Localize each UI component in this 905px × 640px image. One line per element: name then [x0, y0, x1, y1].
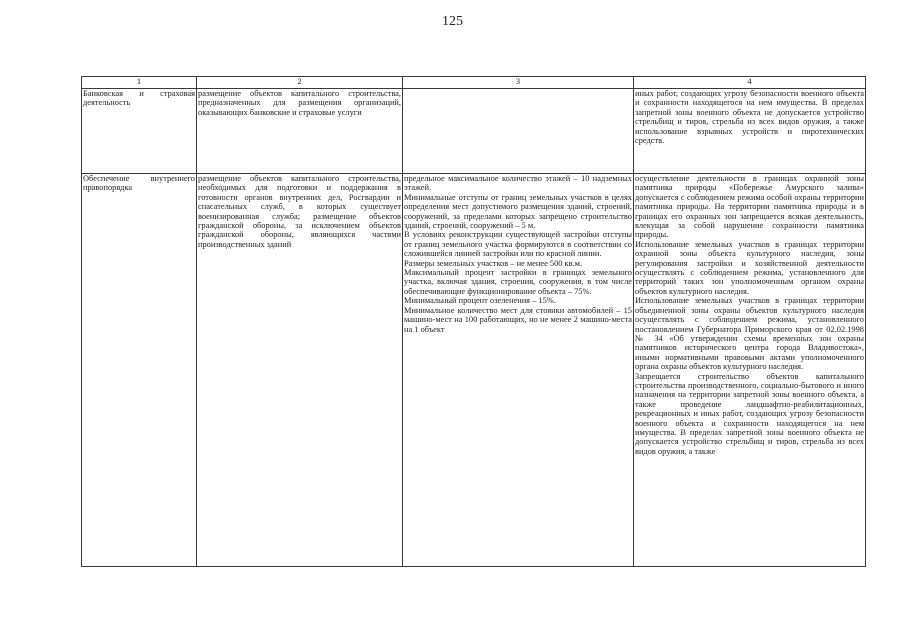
restrictions-paragraph: Использование земельных участков в границах территории охранной зоны объекта культурного наследия, зоны регулирования застройки и хозяйственной деятельности осуществлять с соблюдением режима, установленного для территорий таких зон уполномоченным органом охраны объектов культурного наследия.	[635, 239, 864, 296]
use-description-text: размещение объектов капитального строительства, предназначенных для размещения организаций, оказывающих банковские и страховые услуги	[198, 89, 401, 117]
use-type-cell	[82, 174, 197, 567]
use-description-cell	[197, 174, 403, 567]
parameter-paragraph: Минимальные отступы от границ земельных участков в целях определения мест допустимого размещения зданий, строений, сооружений, за пределами которых запрещено строительство зданий, строений, сооружений – 5 м.	[404, 192, 632, 231]
parameter-paragraph: Минимальное количество мест для стоянки автомобилей – 15 машино-мест на 100 работающих, но не менее 2 машино-места на 1 объект	[404, 305, 632, 334]
restrictions-paragraph: осуществление деятельности в границах охранной зоны памятника природы «Побережье Амурского залива» допускается с соблюдением режима особой охраны территории памятника природы. На территории памятника природы и в границах его охранных зон запрещается всякая деятельность, влекущая за собой нарушение сохранности памятника природы.	[635, 174, 864, 240]
restrictions-text: иных работ, создающих угрозу безопасности военного объекта и сохранности находящегося на нем имущества. В пределах запретной зоны военного объекта не допускается устройство стрельбищ и тиров, стрельба из всех видов оружия, а также использование взрывных устройств и пиротехнических средств.	[635, 89, 864, 146]
parameter-paragraph: Размеры земельных участков – не менее 500 кв.м.	[404, 258, 583, 268]
restrictions-paragraph: Запрещается строительство объектов капитального строительства производственного, социально-бытового и иного назначения на территории запретной зоны военного объекта, а также проведение ландшафтно-реабилитационных, рекреационных и иных работ, создающих угрозу безопасности военного объекта и сохранности находящегося на нем имущества. В пределах запретной зоны военного объекта не допускается устройство стрельбищ и тиров, стрельба из всех видов оружия, а также	[635, 371, 864, 456]
header-cell-4: 4	[634, 77, 866, 89]
use-description-cell	[197, 89, 403, 174]
parameter-paragraph: предельное максимальное количество этажей – 10 надземных этажей.	[404, 174, 632, 193]
zoning-table	[81, 76, 866, 567]
parameter-paragraph: В условиях реконструкции существующей застройки отступы от границ земельного участка формируются в соответствии со сложившейся линией застройки или по красной линии.	[404, 230, 632, 259]
restrictions-cell	[634, 89, 866, 174]
use-type-cell	[82, 89, 197, 174]
parameters-cell	[403, 89, 634, 174]
table-row	[82, 174, 866, 567]
use-type-name: Банковская и страховая деятельность	[83, 89, 195, 108]
page-number: 125	[442, 14, 463, 29]
restrictions-paragraph: Использование земельных участков в границах территории объединенной зоны охраны объектов культурного наследия осуществлять с соблюдением режима, установленного постановлением Губернатора Приморского края от 02.02.1998 № 34 «Об утверждении схемы временных зон охраны памятников исторического центра города Владивостока», иными нормативными правовыми актами уполномоченного органа охраны объектов культурного наследия.	[635, 296, 864, 372]
use-description-text: размещение объектов капитального строительства, необходимых для подготовки и поддержания в готовности органов внутренних дел, Росгвардии и спасательных служб, в которых существует военизированная служба; размещение объектов гражданской обороны, за исключением объектов гражданской обороны, являющихся частями производственных зданий	[198, 174, 401, 249]
parameter-paragraph: Максимальный процент застройки в границах земельного участка, включая здания, строения, сооружения, в том числе обеспечивающие функционирование объекта – 75%.	[404, 268, 632, 296]
header-cell-2: 2	[197, 77, 403, 89]
parameters-cell	[403, 174, 634, 567]
restrictions-cell	[634, 174, 866, 567]
header-cell-3: 3	[403, 77, 634, 89]
table-row	[82, 89, 866, 174]
parameter-paragraph: Минимальный процент озеленения – 15%.	[404, 296, 556, 306]
table-header-row	[82, 77, 866, 89]
use-type-name: Обеспечение внутреннего правопорядка	[83, 174, 195, 193]
header-cell-1: 1	[82, 77, 197, 89]
